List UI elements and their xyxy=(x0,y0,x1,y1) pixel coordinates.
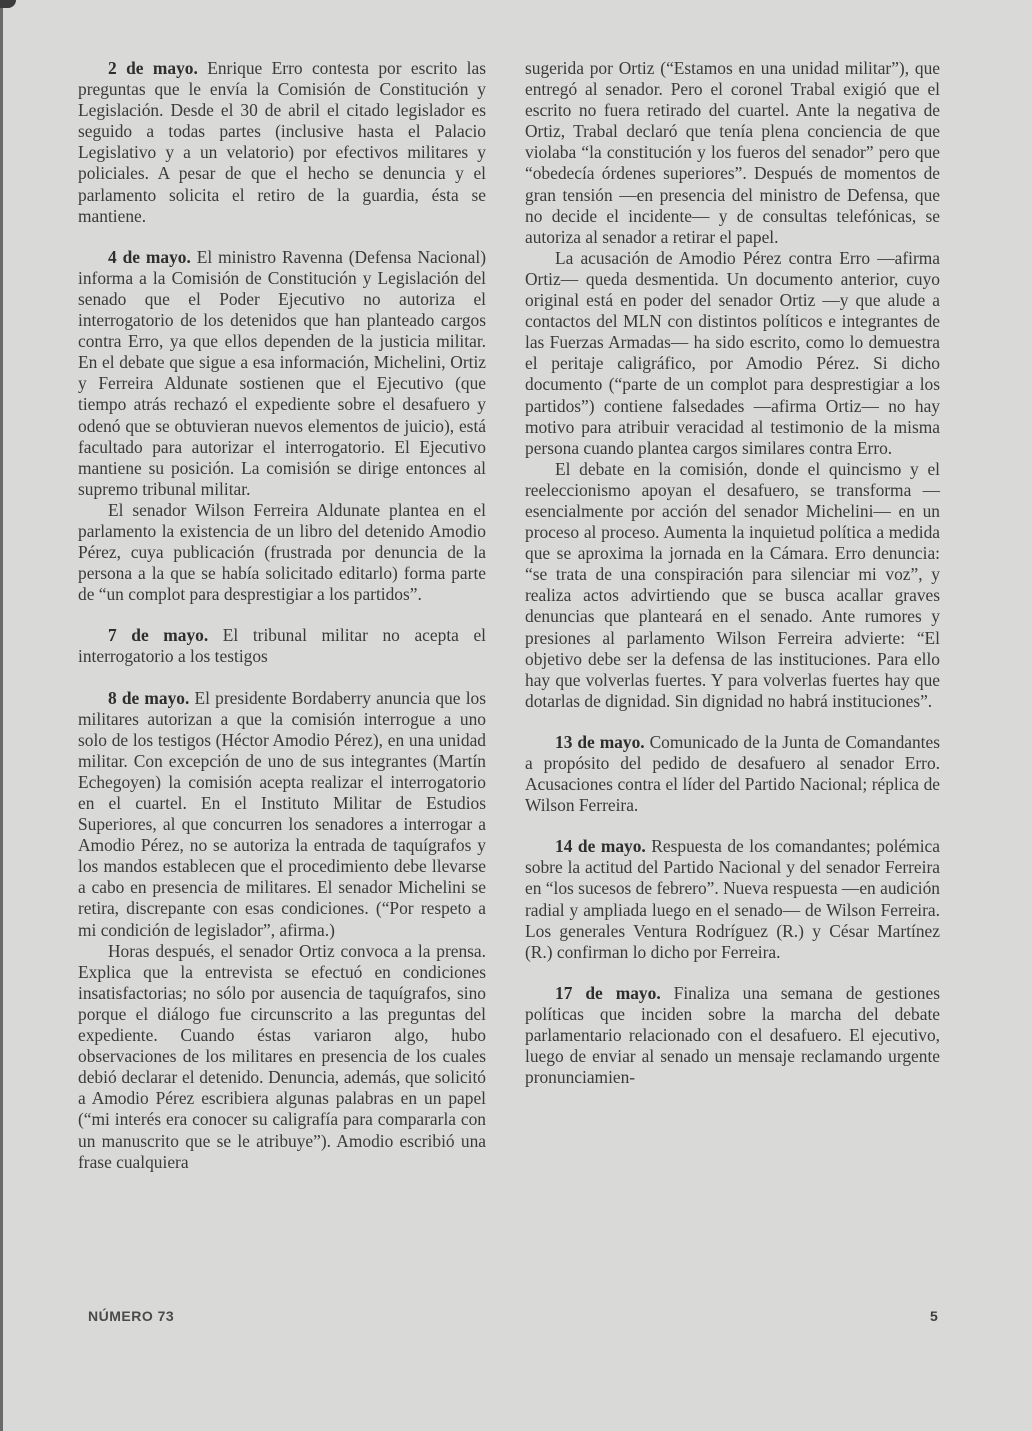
entry-8-mayo-continued xyxy=(78,941,486,1173)
entry-4-mayo-continued xyxy=(78,500,486,605)
entry-8-mayo-continued-4 xyxy=(525,459,940,712)
left-column xyxy=(78,58,486,1173)
entry-text: El ministro Ravenna (Defensa Nacional) informa a la Comisión de Constitución y Legislación del senado que el Poder Ejecutivo no autoriza el interrogatorio de los detenidos que han planteado cargos contra Erro, ya que ellos dependen de la justicia militar. En el debate que sigue a esa información, Michelini, Ortiz y Ferreira Aldunate sostienen que el Ejecutivo (que tiempo atrás rechazó el expediente sobre el desafuero y odenó que se obtuvieran nuevos elementos de juicio), está facultado para autorizar el interrogatorio. El Ejecutivo mantiene su posición. La comisión se dirige entonces al supremo tribunal militar. xyxy=(78,246,487,499)
entry-2-mayo xyxy=(78,58,486,227)
issue-number-footer: NÚMERO 73 xyxy=(88,1308,175,1324)
entry-text: Comunicado de la Junta de Comandantes a propósito del pedido de desafuero al senador Erro. Acusaciones contra el líder del Partido Nacional; réplica de Wilson Ferreira. xyxy=(525,731,940,816)
entry-date: 17 de mayo. xyxy=(555,982,661,1003)
entry-13-mayo xyxy=(525,732,940,816)
entry-text: Respuesta de los comandantes; polémica sobre la actitud del Partido Nacional y del senador Ferreira en “los sucesos de febrero”. Nueva respuesta —en audición radial y ampliada luego en el senado— de Wilson Ferreira. Los generales Ventura Rodríguez (R.) y César Martínez (R.) confirman lo dicho por Ferreira. xyxy=(525,836,940,962)
entry-date: 14 de mayo. xyxy=(555,836,646,857)
entry-8-mayo xyxy=(78,688,486,941)
page-edge xyxy=(0,0,3,1431)
entry-7-mayo xyxy=(78,625,486,667)
entry-17-mayo xyxy=(525,983,940,1088)
entry-date: 2 de mayo. xyxy=(108,58,198,78)
entry-text: La acusación de Amodio Pérez contra Erro —afirma Ortiz— queda desmentida. Un documento anterior, cuyo original está en poder del senador Ortiz —y que alude a contactos del MLN con distintos políticos e integrantes de las Fuerzas Armadas— ha sido escrito, como lo demuestra el peritaje caligráfico, por Amodio Pérez. Si dicho documento (“parte de un complot para desprestigiar a los partidos”) contiene falsedades —afirma Ortiz— no hay motivo para atribuir veracidad al testimonio de la misma persona cuando plantea cargos similares contra Erro. xyxy=(525,247,940,458)
right-column xyxy=(525,58,940,1088)
entry-text: sugerida por Ortiz (“Estamos en una unidad militar”), que entregó al senador. Pero el coronel Trabal exigió que el escrito no fuera retirado del cuartel. Ante la negativa de Ortiz, Trabal declaró que tenía plena conciencia de que violaba “la constitución y los fueros del senador” pero que “obedecía órdenes superiores”. Después de momentos de gran tensión —en presencia del ministro de Defensa, que no decide el incidente— y de consultas telefónicas, se autoriza al senador a retirar el papel. xyxy=(525,58,940,247)
entry-14-mayo xyxy=(525,836,940,963)
page-corner-shadow xyxy=(0,0,16,8)
entry-date: 8 de mayo. xyxy=(108,687,190,708)
entry-date: 7 de mayo. xyxy=(108,625,209,646)
entry-text: Enrique Erro contesta por escrito las preguntas que le envía la Comisión de Constitución y Legislación. Desde el 30 de abril el citado legislador es seguido a todas partes (inclusive hasta el Palacio Legislativo y a un velatorio) por efectivos militares y policiales. A pesar de que el hecho se denuncia y el parlamento solicita el retiro de la guardia, ésta se mantiene. xyxy=(78,58,486,226)
entry-text: El presidente Bordaberry anuncia que los militares autorizan a que la comisión interrogue a uno solo de los testigos (Héctor Amodio Pérez), en una unidad militar. Con excepción de uno de sus integrantes (Martín Echegoyen) la comisión acepta realizar el interrogatorio en el cuartel. En el Instituto Militar de Estudios Superiores, al que concurren los senadores a interrogar a Amodio Pérez, no se autoriza la entrada de taquígrafos y los mandos establecen que el procedimiento debe llevarse a cabo en presencia de militares. El senador Michelini se retira, discrepante con esas condiciones. (“Por respeto a mi condición de legislador”, afirma.) xyxy=(78,687,486,940)
entry-date: 4 de mayo. xyxy=(108,246,191,267)
entry-4-mayo xyxy=(78,247,486,500)
entry-text: El tribunal militar no acepta el interrogatorio a los testigos xyxy=(78,625,487,667)
entry-text: Horas después, el senador Ortiz convoca a la prensa. Explica que la entrevista se efectuó en condiciones insatisfactorias; no sólo por ausencia de taquígrafos, sino porque el diálogo fue circunscrito a las preguntas del expediente. Cuando éstas variaron algo, hubo observaciones de los militares en presencia de los cuales debió declarar el detenido. Denuncia, además, que solicitó a Amodio Pérez escribiera algunas palabras en un papel (“mi interés era conocer su caligrafía para compararla con un manuscrito que se le atribuye”). Amodio escribió una frase cualquiera xyxy=(78,940,486,1172)
entry-text: El debate en la comisión, donde el quincismo y el reeleccionismo apoyan el desafuero, se transforma —esencialmente por acción del senador Michelini— en un proceso al proceso. Aumenta la inquietud política a medida que se aproxima la jornada en la Cámara. Erro denuncia: “se trata de una conspiración para silenciar mi voz”, y realiza actos advirtiendo que se busca acallar graves denuncias que planteará en el senado. Ante rumores y presiones al parlamento Wilson Ferreira advierte: “El objetivo debe ser la defensa de las instituciones. Para ello hay que volverlas fuertes. Y para volverlas fuertes hay que dotarlas de dignidad. Sin dignidad no habrá instituciones”. xyxy=(525,458,940,711)
entry-8-mayo-continued-3 xyxy=(525,248,940,459)
entry-text: Finaliza una semana de gestiones políticas que inciden sobre la marcha del debate parlamentario relacionado con el desafuero. El ejecutivo, luego de enviar al senado un mensaje reclamando urgente pronunciamien- xyxy=(525,982,940,1088)
entry-text: El senador Wilson Ferreira Aldunate plantea en el parlamento la existencia de un libro del detenido Amodio Pérez, cuya publicación (frustrada por denuncia de la persona a la que se había solicitado editarlo) forma parte de “un complot para desprestigiar a los partidos”. xyxy=(78,499,486,605)
entry-date: 13 de mayo. xyxy=(555,731,645,752)
entry-8-mayo-continued-2 xyxy=(525,58,940,248)
page-number: 5 xyxy=(930,1308,938,1324)
